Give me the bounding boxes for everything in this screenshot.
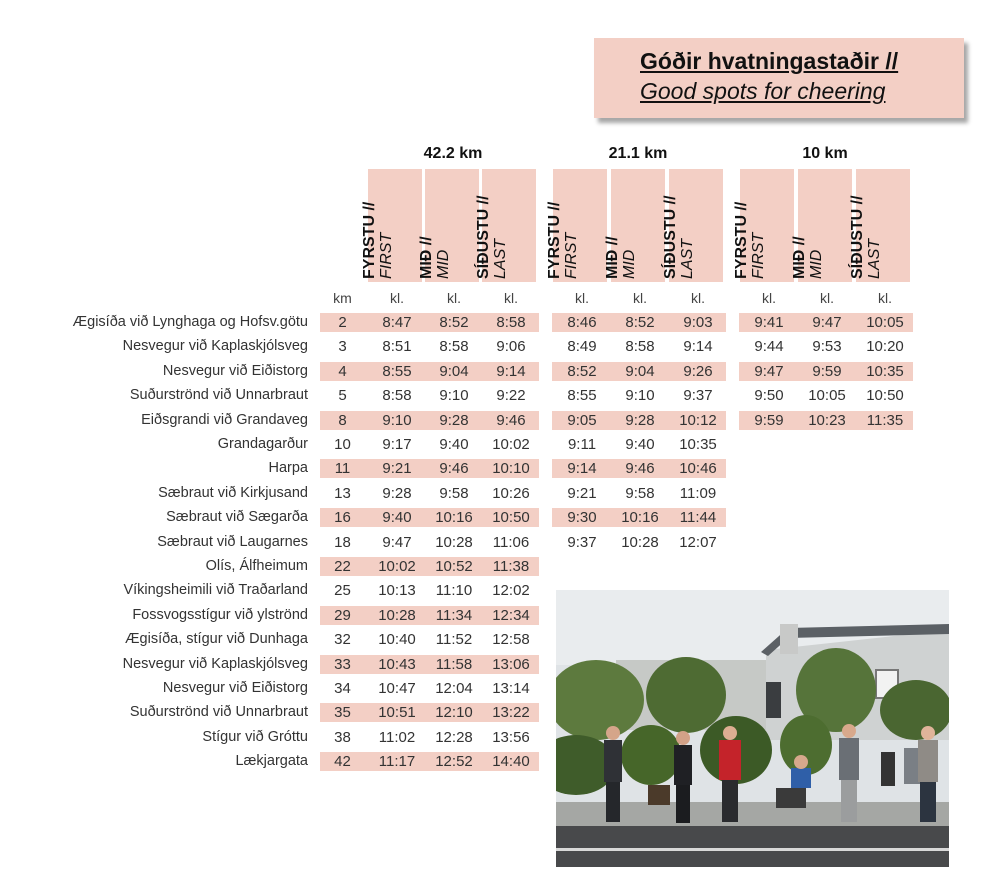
time-cell: 9:05 [567,411,597,429]
location-name: Nesvegur við Kaplaskjólsveg [122,655,308,672]
time-cell: 10:50 [492,509,530,527]
time-cell: 10:23 [808,411,846,429]
time-cell: 9:14 [683,338,713,356]
time-cell: 12:28 [435,728,473,746]
time-cell: 10:40 [378,631,416,649]
column-header-bold: MIÐ // [418,236,435,279]
column-header [546,169,607,282]
location-name: Ægisíða við Lynghaga og Hofsv.götu [72,314,308,330]
time-cell: 10:51 [378,704,416,722]
time-cell: 11:02 [378,728,416,746]
time-cell: 8:46 [567,314,597,331]
column-header-bold: SÍÐUSTU // [475,195,492,279]
km-value: 4 [338,362,347,380]
column-header-label [662,195,696,279]
time-cell: 13:14 [492,680,530,697]
column-header-italic: MID [808,249,825,279]
column-header-bold: SÍÐUSTU // [662,195,679,279]
time-cell: 10:35 [866,362,904,380]
time-cell: 10:46 [679,460,717,478]
time-cell: 9:37 [683,387,713,405]
time-cell: 9:22 [496,387,526,405]
time-cell: 9:04 [625,362,655,380]
distance-half: 21.1 km [608,145,668,162]
column-header-italic: LAST [679,238,696,279]
column-header [791,169,852,282]
column-header-italic: LAST [492,238,509,279]
column-header-bold: FYRSTU // [546,201,563,279]
location-name: Sæbraut við Laugarnes [157,533,308,550]
time-cell: 10:16 [621,509,659,527]
location-name: Nesvegur við Kaplaskjólsveg [122,338,308,355]
time-cell: 9:44 [754,338,784,356]
column-header-label [849,195,883,279]
column-header-bold: SÍÐUSTU // [849,195,866,279]
time-cell: 12:02 [492,582,530,600]
time-cell: 8:55 [567,387,597,405]
time-cell: 10:28 [378,606,416,624]
time-cell: 12:58 [492,631,530,649]
time-cell: 9:28 [439,411,469,429]
column-header-label [604,236,638,279]
location-name: Lækjargata [235,753,308,770]
column-header-italic: FIRST [378,232,395,279]
time-cell: 10:13 [378,582,416,600]
time-cell: 10:10 [492,460,530,478]
column-header-label [791,236,825,279]
location-name: Nesvegur við Eiðistorg [162,680,308,696]
time-header: kl. [447,290,461,306]
km-value: 13 [334,484,351,502]
km-value: 34 [334,680,351,697]
location-name: Fossvogsstígur við ylströnd [132,606,308,623]
location-name: Suðurströnd við Unnarbraut [129,704,308,721]
time-header: kl. [820,290,834,306]
heading-box [594,38,964,118]
time-cell: 9:10 [382,411,412,429]
time-header: kl. [575,290,589,306]
time-cell: 9:46 [439,460,469,478]
column-header-bold: MIÐ // [604,236,621,279]
time-cell: 9:04 [439,362,469,380]
location-name: Eiðsgrandi við Grandaveg [141,411,308,428]
time-cell: 13:22 [492,704,530,722]
location-name: Suðurströnd við Unnarbraut [129,387,308,404]
time-cell: 9:40 [382,509,412,527]
time-cell: 14:40 [492,753,530,771]
time-cell: 9:26 [683,362,713,380]
time-cell: 9:58 [625,484,655,502]
time-cell: 8:58 [496,314,526,331]
time-cell: 9:41 [754,314,784,331]
location-name: Olís, Álfheimum [205,558,308,574]
time-cell: 10:26 [492,484,530,502]
time-cell: 9:37 [567,533,597,551]
time-cell: 9:59 [812,362,842,380]
km-value: 25 [334,582,351,600]
time-header: kl. [691,290,705,306]
time-cell: 11:44 [679,509,717,527]
time-cell: 11:58 [435,655,473,673]
location-name: Nesvegur við Eiðistorg [162,362,308,379]
time-header: kl. [762,290,776,306]
time-cell: 10:02 [378,558,416,575]
time-cell: 13:56 [492,728,530,746]
time-cell: 10:05 [866,314,904,331]
km-value: 8 [338,411,347,429]
time-cell: 11:09 [679,484,717,502]
time-cell: 8:52 [625,314,655,331]
km-value: 29 [334,606,351,624]
column-header-italic: LAST [866,238,883,279]
time-cell: 9:17 [382,436,412,453]
time-cell: 8:58 [439,338,469,356]
column-header-bold: MIÐ // [791,236,808,279]
km-value: 2 [338,314,347,331]
time-cell: 8:52 [439,314,469,331]
time-cell: 9:47 [812,314,842,331]
time-cell: 9:47 [382,533,412,551]
time-cell: 9:28 [625,411,655,429]
column-header [662,169,723,282]
time-cell: 9:11 [567,436,597,453]
time-header: kl. [390,290,404,306]
time-cell: 11:52 [435,631,473,649]
km-value: 5 [338,387,347,405]
time-cell: 10:28 [435,533,473,551]
time-cell: 12:34 [492,606,530,624]
location-name: Sæbraut við Kirkjusand [158,484,308,501]
km-header: km [333,290,352,306]
time-cell: 9:14 [496,362,526,380]
location-name: Grandagarður [217,436,308,452]
time-cell: 12:52 [435,753,473,771]
time-cell: 8:52 [567,362,597,380]
time-cell: 12:07 [679,533,717,551]
time-cell: 13:06 [492,655,530,673]
time-cell: 10:02 [492,436,530,453]
time-cell: 8:55 [382,362,412,380]
band-photo [556,590,949,867]
time-header: kl. [504,290,518,306]
column-header-italic: FIRST [750,232,767,279]
km-value: 42 [334,753,351,771]
time-cell: 9:30 [567,509,597,527]
time-cell: 11:34 [435,606,473,624]
time-cell: 12:04 [435,680,473,697]
band-photo-illustration [556,590,949,867]
time-cell: 10:43 [378,655,416,673]
time-cell: 8:47 [382,314,412,331]
time-cell: 10:12 [679,411,717,429]
column-header-label [733,202,767,279]
km-value: 32 [334,631,351,649]
time-cell: 9:21 [382,460,412,478]
column-header [475,169,536,282]
time-cell: 9:46 [496,411,526,429]
distance-10k: 10 km [802,145,848,162]
time-cell: 10:35 [679,436,717,453]
km-value: 38 [334,728,351,746]
time-cell: 8:58 [625,338,655,356]
column-header-italic: MID [621,249,638,279]
km-value: 16 [334,509,351,527]
time-cell: 9:14 [567,460,597,478]
km-value: 11 [334,460,351,478]
time-cell: 10:20 [866,338,904,356]
time-cell: 11:10 [435,582,473,600]
time-cell: 8:51 [382,338,412,356]
heading-subtitle: Good spots for cheering [640,78,886,104]
time-cell: 11:17 [378,753,416,771]
column-header-label [361,202,395,279]
time-cell: 12:10 [435,704,473,722]
time-cell: 9:10 [439,387,469,405]
time-header: kl. [633,290,647,306]
time-cell: 9:58 [439,484,469,502]
km-value: 10 [334,436,351,453]
km-value: 33 [334,655,351,673]
km-value: 22 [334,558,351,575]
column-header-italic: MID [435,249,452,279]
column-header [361,169,422,282]
column-header [733,169,794,282]
column-header-bold: FYRSTU // [361,201,378,279]
column-header-label [475,195,509,279]
time-cell: 10:16 [435,509,473,527]
time-cell: 9:40 [625,436,655,453]
km-value: 18 [334,533,351,551]
time-cell: 9:40 [439,436,469,453]
time-header: kl. [878,290,892,306]
time-cell: 11:35 [866,411,904,429]
time-cell: 9:47 [754,362,784,380]
time-cell: 11:06 [492,533,530,551]
distance-marathon: 42.2 km [423,145,483,162]
column-header-label [418,236,452,279]
time-cell: 10:05 [808,387,846,405]
time-cell: 9:46 [625,460,655,478]
km-value: 3 [338,338,347,356]
time-cell: 9:28 [382,484,412,502]
heading-title: Góðir hvatningastaðir // [640,48,899,74]
time-cell: 9:53 [812,338,842,356]
location-name: Sæbraut við Sægarða [166,509,308,526]
time-cell: 11:38 [492,558,530,575]
location-name: Ægisíða, stígur við Dunhaga [125,631,308,648]
time-cell: 9:50 [754,387,784,405]
column-header [418,169,479,282]
time-cell: 9:59 [754,411,784,429]
column-header-bold: FYRSTU // [733,201,750,279]
time-cell: 10:50 [866,387,904,405]
time-cell: 10:47 [378,680,416,697]
location-name: Víkingsheimili við Traðarland [123,582,308,599]
time-cell: 8:58 [382,387,412,405]
km-value: 35 [334,704,351,722]
column-header-label [546,202,580,279]
column-header [604,169,665,282]
location-name: Stígur við Gróttu [202,728,308,745]
time-cell: 9:10 [625,387,655,405]
column-header [849,169,910,282]
time-cell: 10:52 [435,558,473,575]
time-cell: 10:28 [621,533,659,551]
time-cell: 8:49 [567,338,597,356]
time-cell: 9:06 [496,338,526,356]
location-name: Harpa [268,460,308,477]
time-cell: 9:03 [683,314,713,331]
column-header-italic: FIRST [563,232,580,279]
time-cell: 9:21 [567,484,597,502]
